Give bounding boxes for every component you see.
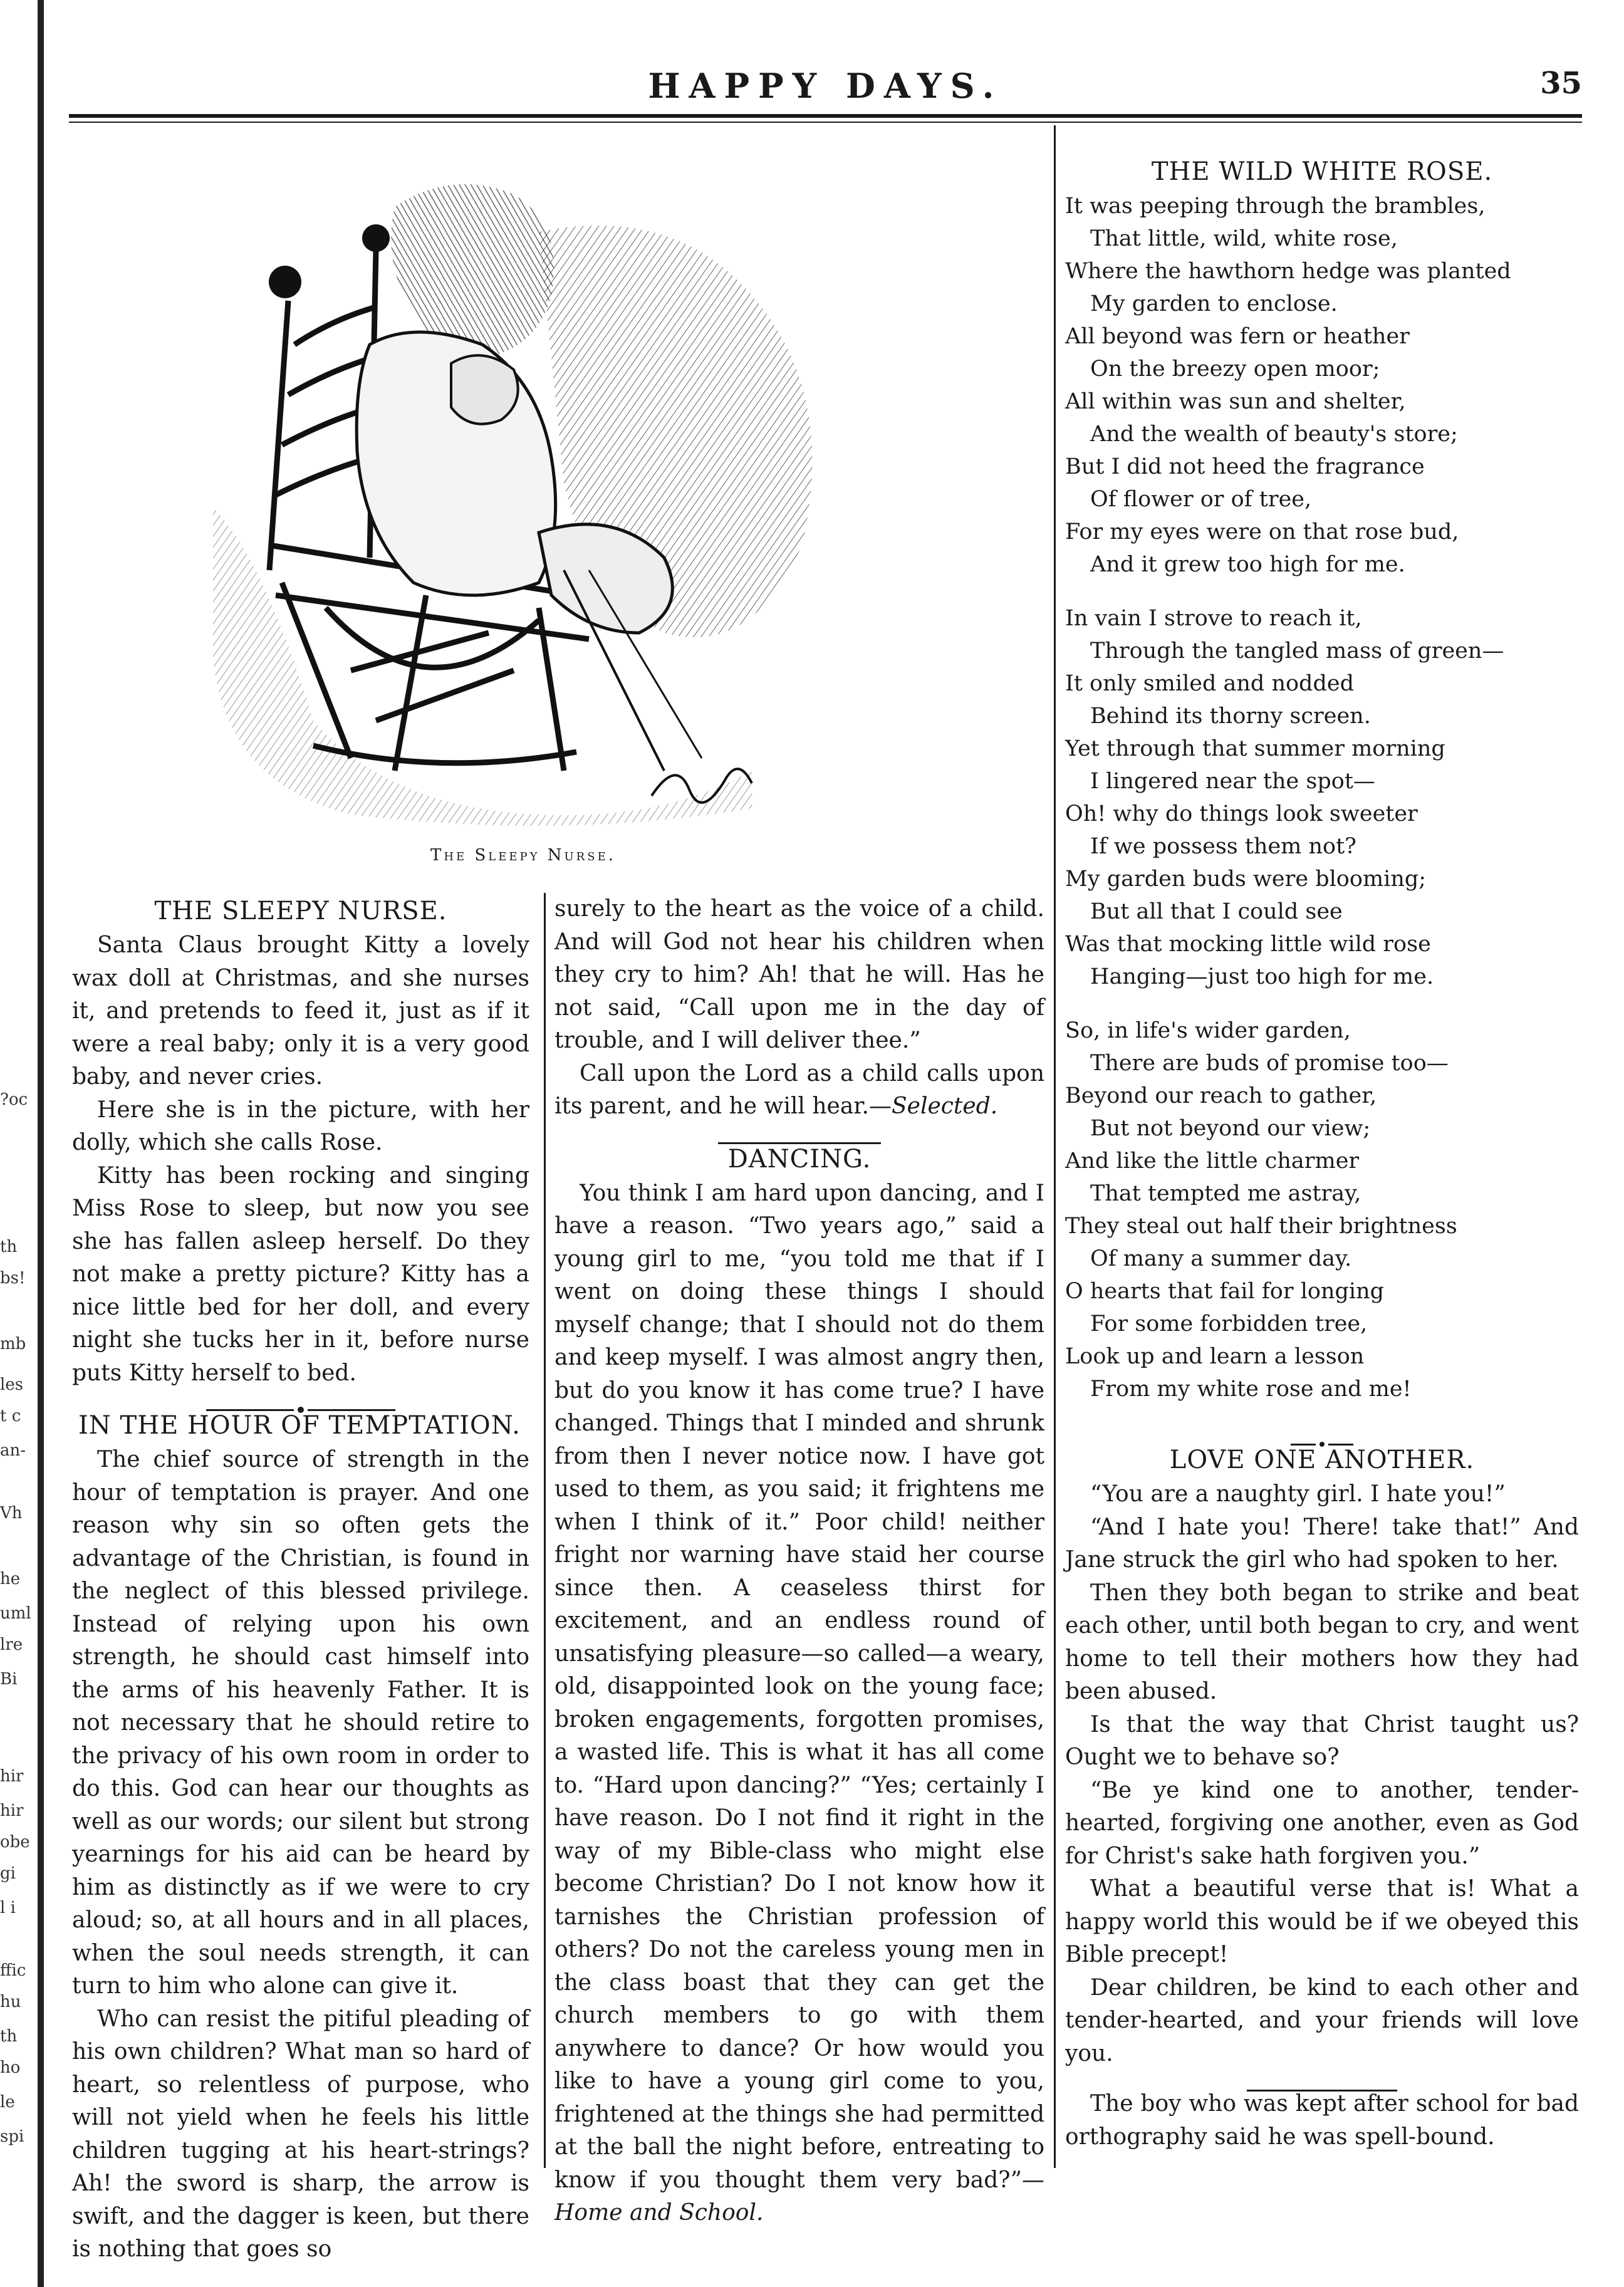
gutter-fragment: th	[0, 2027, 18, 2046]
column-middle	[554, 893, 1044, 2230]
gutter-fragment: hir	[0, 1767, 24, 1786]
poem-line: Hanging—just too high for me.	[1090, 964, 1434, 989]
article-paragraph: “Be ye kind one to another, tender-hearted, forgiving one another, even as God for Christ's sake hath forgiven you.”	[1065, 1777, 1579, 1869]
gutter-fragment: lre	[0, 1635, 23, 1654]
poem-line: Where the hawthorn hedge was planted	[1065, 259, 1511, 284]
poem-line: So, in life's wider garden,	[1065, 1018, 1351, 1043]
article-heading: THE SLEEPY NURSE.	[154, 897, 447, 925]
poem-line: If we possess them not?	[1090, 834, 1356, 859]
article-attribution: —Selected.	[868, 1093, 998, 1119]
article-paragraph: The chief source of strength in the hour of temptation is prayer. And one reason why sin so often gets the advantage of the Christian, is found in the neglect of this blessed privilege. Instead of relying upon his own strength, he should cast himself into the arms of his heavenly Father. It is not necessary that he should retire to the privacy of his own room in order to do this. God can hear our thoughts as well as our words; our silent but strong yearnings for his aid can be heard by him as distinctly as if we were to cry aloud; so, at all hours and in all places, when the soul needs strength, it can turn to him who alone can give it.	[72, 1447, 529, 1999]
gutter-fragment: spi	[0, 2127, 24, 2146]
poem-line: Behind its thorny screen.	[1090, 704, 1371, 729]
poem-line: Of flower or of tree,	[1090, 487, 1312, 512]
poem-line: I lingered near the spot—	[1090, 769, 1375, 794]
gutter-fragment: th	[0, 1237, 18, 1256]
article-sentence: Call upon the Lord as a child calls upon its parent, and he will hear.	[554, 1060, 1044, 1119]
article-paragraph: The boy who was kept after school for bad orthography said he was spell-bound.	[1065, 2091, 1579, 2150]
poem-line: But not beyond our view;	[1090, 1116, 1371, 1141]
poem-line: For my eyes were on that rose bud,	[1065, 519, 1459, 544]
gutter-fragment: he	[0, 1570, 21, 1588]
poem-line: My garden buds were blooming;	[1065, 867, 1427, 892]
engraving-image	[188, 157, 858, 840]
article-paragraph: Dear children, be kind to each other and tender-hearted, and your friends will love you.	[1065, 1974, 1579, 2066]
poem-line: And the wealth of beauty's store;	[1090, 422, 1458, 447]
binding-gutter	[0, 0, 75, 2287]
column-left	[72, 893, 529, 2266]
poem-line: They steal out half their brightness	[1065, 1214, 1457, 1239]
gutter-fragment: uml	[0, 1604, 31, 1623]
poem-line: And like the little charmer	[1065, 1149, 1360, 1174]
poem-body	[1065, 190, 1579, 1405]
gutter-fragment: hir	[0, 1801, 24, 1820]
article-paragraph: Then they both began to strike and beat each other, until both began to cry, and went home to tell their mothers how they had been abused.	[1065, 1580, 1579, 1704]
article-paragraph: Here she is in the picture, with her dolly, which she calls Rose.	[72, 1097, 529, 1155]
article-paragraph	[554, 1177, 1044, 2230]
article-spell-bound	[1065, 2088, 1579, 2154]
section-divider	[554, 1126, 1044, 1138]
poem-line: But all that I could see	[1090, 899, 1343, 924]
header-rule	[69, 114, 1582, 118]
poem-line: And it grew too high for me.	[1090, 552, 1405, 577]
poem-line: Through the tangled mass of green—	[1090, 638, 1504, 664]
gutter-fragment: Vh	[0, 1504, 23, 1523]
poem-line: Yet through that summer morning	[1065, 736, 1445, 761]
poem-line: Oh! why do things look sweeter	[1065, 801, 1418, 826]
column-rule-middle	[544, 893, 546, 2168]
section-divider	[1065, 2073, 1579, 2085]
gutter-fragment: bs!	[0, 1269, 26, 1288]
article-heading: DANCING.	[727, 1144, 872, 1174]
poem-line: My garden to enclose.	[1090, 291, 1338, 316]
poem-line: But I did not heed the fragrance	[1065, 454, 1425, 479]
article-temptation-continued	[554, 893, 1044, 1123]
poem-line: Beyond our reach to gather,	[1065, 1083, 1377, 1108]
poem-line: All beyond was fern or heather	[1065, 324, 1410, 349]
article-sleepy-nurse	[72, 893, 529, 1390]
article-paragraph: “You are a naughty girl. I hate you!”	[1090, 1481, 1506, 1507]
gutter-fragment: les	[0, 1375, 24, 1394]
poem-line: It only smiled and nodded	[1065, 671, 1354, 696]
column-right	[1065, 154, 1579, 2154]
gutter-fragment: obe	[0, 1833, 30, 1852]
binding-edge	[38, 0, 44, 2287]
publication-title: HAPPY DAYS.	[648, 66, 1003, 106]
article-heading: LOVE ONE ANOTHER.	[1169, 1446, 1475, 1474]
column-rule-right	[1054, 125, 1056, 2168]
gutter-fragment: mb	[0, 1335, 26, 1353]
article-temptation	[72, 1407, 529, 2266]
poem-line: Look up and learn a lesson	[1065, 1344, 1365, 1369]
section-divider	[72, 1392, 529, 1405]
poem-line: From my white rose and me!	[1090, 1377, 1412, 1402]
article-paragraph: What a beautiful verse that is! What a happy world this would be if we obeyed this Bible precept!	[1065, 1876, 1579, 1967]
header-rule-thin	[69, 122, 1582, 123]
gutter-fragment: ?oc	[0, 1090, 28, 1109]
poem-stanza	[1065, 602, 1579, 993]
poem-line: O hearts that fail for longing	[1065, 1279, 1385, 1304]
gutter-fragment: hu	[0, 1993, 21, 2011]
article-attribution: —Home and School.	[554, 2167, 1044, 2226]
poem-stanza	[1065, 190, 1579, 581]
sleepy-nurse-illustration	[188, 157, 858, 840]
article-paragraph: surely to the heart as the voice of a child. And will God not hear his children when they cry to him? Ah! that he will. Has he not said, “Call upon me in the day of trouble, and I will deliver thee.”	[554, 896, 1044, 1053]
gutter-fragment: le	[0, 2093, 15, 2112]
article-paragraph	[554, 1058, 1044, 1123]
poem-line: That little, wild, white rose,	[1090, 226, 1398, 251]
article-heading: IN THE HOUR OF TEMPTATION.	[78, 1411, 521, 1440]
gutter-fragment: t c	[0, 1407, 21, 1425]
poem-wild-white-rose	[1065, 154, 1579, 1405]
poem-line: In vain I strove to reach it,	[1065, 606, 1362, 631]
running-header	[69, 66, 1582, 110]
illustration-caption: The Sleepy Nurse.	[430, 846, 616, 865]
article-text: You think I am hard upon dancing, and I have a reason. “Two years ago,” said a young girl to me, “you told me that if I went on doing these things I should myself change; that I should not do them and keep myself. I was almost angry then, but do you know it has come true? I have changed. Things that I minded and shrunk from then I never notice now. I have got used to them, as you said; it frightens me when I think of it.” Poor child! neither fright nor warning have staid her course since then. A ceaseless thirst for excitement, and an endless round of unsatisfying pleasure—so called—a weary, old, disappointed look on the young face; broken engagements, forgotten promises, a wasted life. This is what it has all come to. “Hard upon dancing?” “Yes; certainly I have reason. Do I not find it right in the way of my Bible-class who might else become Christian? Do I not know how it tarnishes the Christian profession of others? Do not the careless young men in the class boast that they can get the church members to go with them anywhere to dance? Or how would you like to have a young girl come to you, frightened at the things she had permitted at the ball the night before, entreating to know if you thought them very bad?”	[554, 1180, 1044, 2193]
article-paragraph: Who can resist the pitiful pleading of his own children? What man so hard of heart, so relentless of purpose, who will not yield when he feels his little children tugging at his heart-strings? Ah! the sword is sharp, the arrow is swift, and the dagger is keen, but there is nothing that goes so	[72, 2006, 529, 2262]
gutter-fragment: ffic	[0, 1961, 26, 1980]
article-paragraph: Kitty has been rocking and singing Miss Rose to sleep, but now you see she has fallen asleep herself. Do they not make a pretty picture? Kitty has a nice little bed for her doll, and every night she tucks her in it, before nurse puts Kitty herself to bed.	[72, 1162, 529, 1386]
article-love-one-another	[1065, 1442, 1579, 2070]
article-paragraph: Is that the way that Christ taught us? Ought we to behave so?	[1065, 1711, 1579, 1770]
gutter-fragment: l i	[0, 1899, 16, 1917]
poem-line: There are buds of promise too—	[1090, 1051, 1449, 1076]
poem-line: For some forbidden tree,	[1090, 1311, 1368, 1336]
poem-line: On the breezy open moor;	[1090, 357, 1380, 382]
article-dancing	[554, 1141, 1044, 2230]
poem-line: That tempted me astray,	[1090, 1181, 1361, 1206]
page-number: 35	[1540, 66, 1582, 101]
poem-line: Of many a summer day.	[1090, 1246, 1352, 1271]
gutter-fragment: ho	[0, 2058, 21, 2077]
poem-line: All within was sun and shelter,	[1065, 389, 1406, 414]
gutter-fragment: Bi	[0, 1670, 18, 1689]
poem-line: Was that mocking little wild rose	[1065, 932, 1431, 957]
poem-line: It was peeping through the brambles,	[1065, 194, 1486, 219]
poem-stanza	[1065, 1014, 1579, 1405]
article-paragraph: “And I hate you! There! take that!” And Jane struck the girl who had spoken to her.	[1065, 1514, 1579, 1573]
poem-heading: THE WILD WHITE ROSE.	[1151, 157, 1493, 186]
article-paragraph: Santa Claus brought Kitty a lovely wax doll at Christmas, and she nurses it, and pretends to feed it, just as if it were a real baby; only it is a very good baby, and never cries.	[72, 932, 529, 1090]
section-divider	[1065, 1427, 1579, 1439]
gutter-fragment: gi	[0, 1864, 16, 1883]
gutter-fragment: an-	[0, 1441, 26, 1460]
